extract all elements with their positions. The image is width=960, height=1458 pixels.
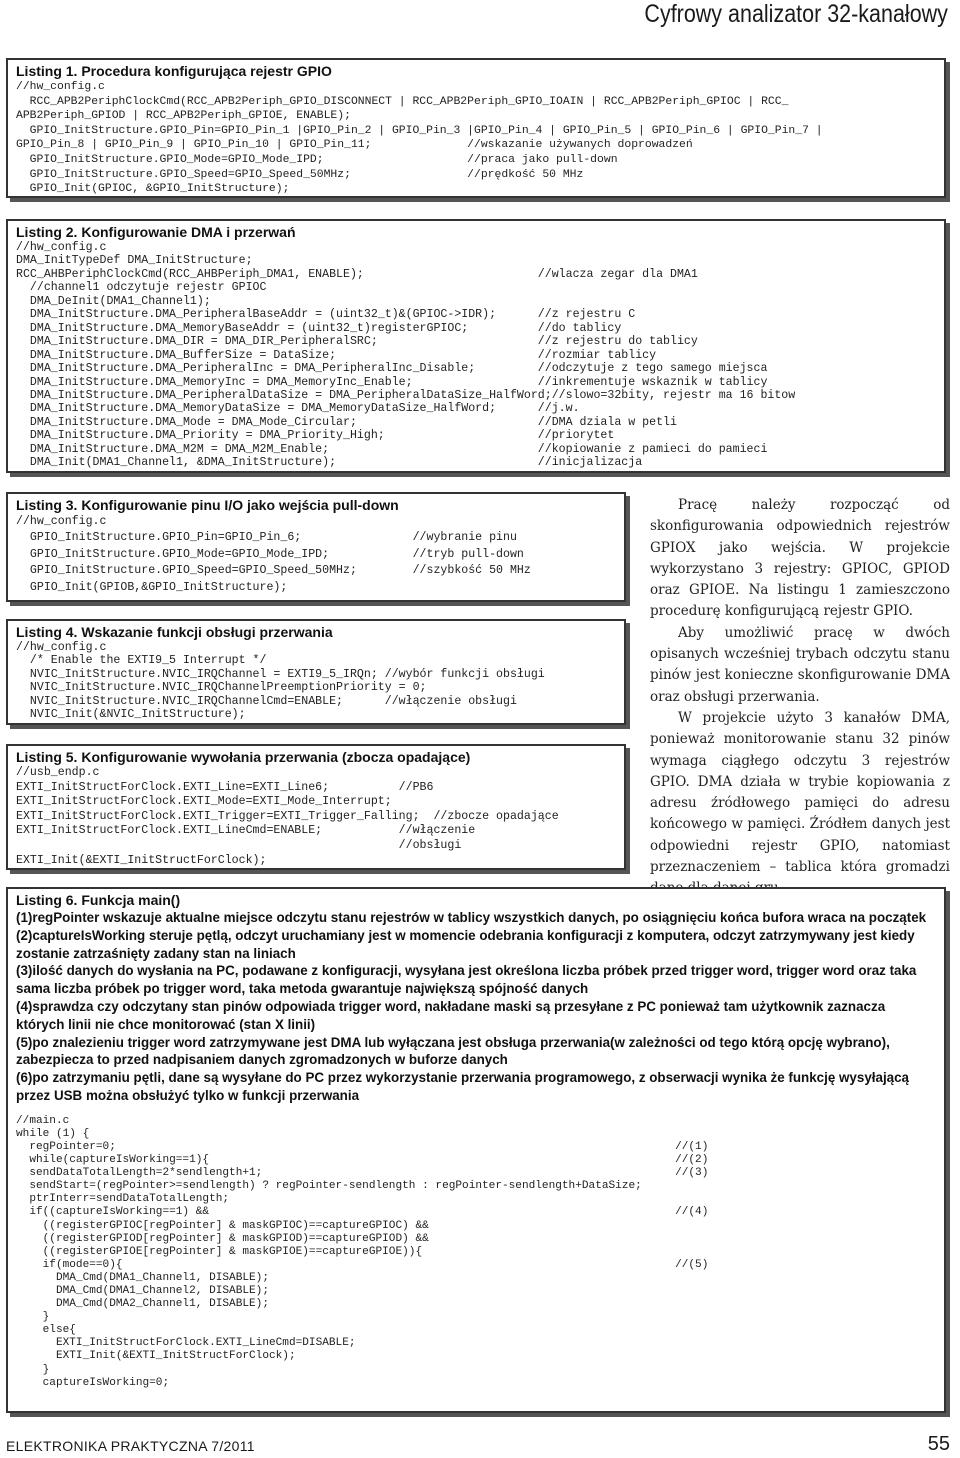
listing-3-title: Listing 3. Konfigurowanie pinu I/O jako wejścia pull-down: [16, 497, 399, 513]
article-paragraph-1: Pracę należy rozpocząć od skonfigurowania odpowiednich rejestrów GPIOX jako wejścia. W projekcie wykorzystano 3 rejestry: GPIOC, GPIOD oraz GPIOE. Na listingu 1 zamieszczono procedurę konfigurującą rejestr GPIO.: [650, 497, 950, 620]
article-paragraph-3: W projekcie użyto 3 kanałów DMA, ponieważ monitorowanie stanu 32 pinów wymaga ciągłego odczytu 3 rejestrów GPIO. DMA działa w trybie kopiowania z adresu źródłowego pamięci do adresu końcowego w pamięci. Źródłem danych jest odpowiedni rejestr GPIO, natomiast przeznaczeniem – tablica która gromadzi: [650, 709, 950, 876]
listing-2-box: [6, 219, 946, 473]
listing-5-code: //usb_endp.c EXTI_InitStructForClock.EXTI_Line=EXTI_Line6; //PB6 EXTI_InitStructForClock.EXTI_Mode=EXTI_Mode_Interrupt; EXTI_InitStructForClock.EXTI_Trigger=EXTI_Trigger_Falling; //zbocze opadające EXTI_InitStructForClock.EXTI_LineCmd=ENABLE; //włączenie //obsługi EXTI_Init(&EXTI_InitStructForClock);: [16, 766, 559, 867]
description-item-3: (3)ilość danych do wysłania na PC, podawane z konfiguracji, wysyłana jest określona liczba próbek przed trigger word, trigger word oraz taka sama liczba próbek po trigger word, taka metoda gwarantuje największą spójność danych: [16, 963, 917, 997]
description-item-2: (2)captureIsWorking steruje pętlą, odczyt uruchamiany jest w momencie odebrania konfiguracji z komputera, odczyt zatrzymywany jest kiedy zostanie zatrzaśnięty zadany stan na liniach: [16, 927, 915, 961]
footer-magazine: ELEKTRONIKA PRAKTYCZNA 7/2011: [6, 1438, 255, 1454]
listing-4-box: [6, 619, 626, 725]
listing-2-title: Listing 2. Konfigurowanie DMA i przerwań: [16, 224, 296, 240]
listing-2-code: //hw_config.c DMA_InitTypeDef DMA_InitStructure; RCC_AHBPeriphClockCmd(RCC_AHBPeriph_DMA1, ENABLE); //wlacza zegar dla DMA1 //channel1 odczytuje rejestr GPIOC DMA_DeInit(DMA1_Channel1); DMA_InitStructure.DMA_PeripheralBaseAddr = (uint32_t)&(GPIOC->IDR); //z rejestru C DMA_InitStructure.DMA_MemoryBaseAddr = (uint32_t)registerGPIOC; //do tablicy DMA_InitStructure.DMA_DIR = DMA_DIR_PeripheralSRC; //z rejestru do tablicy DMA_InitStructure.DMA_BufferSize = DataSize; //rozmiar tablicy DMA_InitStructure.DMA_PeripheralInc = DMA_PeripheralInc_Disable; //odczytuje z tego samego miejsca DMA_InitStructure.DMA_MemoryInc = DMA_MemoryInc_Enable; //inkrementuje wskaznik w tablicy DMA_InitStructure.DMA_PeripheralDataSize = DMA_PeripheralDataSize_HalfWord;//slowo=32bity, rejestr ma 16 bitow DMA_InitStructure.DMA_MemoryDataSize = DMA_MemoryDataSize_HalfWord; //j.w. DMA_InitStructure.DMA_Mode = DMA_Mode_Circular; //DMA dziala w petli DMA_InitStructure.DMA_Priority = DMA_Priority_High; //priorytet DMA_InitStructure.DMA_M2M = DMA_M2M_Enable; //kopiowanie z pamieci do pamieci DMA_Init(DMA1_Channel1, &DMA_InitStructure); //inicjalizacja: [16, 241, 796, 470]
listing-3-box: [6, 492, 626, 602]
description-item-6: (6)po zatrzymaniu pętli, dane są wysyłane do PC przez wykorzystanie przerwania programowego, z obserwacji wynika że funkcję wysyłającą przez USB można obsłużyć tylko w funkcji przerwania: [16, 1070, 910, 1103]
description-item-1: (1)regPointer wskazuje aktualne miejsce odczytu stanu rejestrów w tablicy wszystkich danych, po osiągnięciu końca bufora wraca na początek: [16, 910, 927, 925]
listing-1-title: Listing 1. Procedura konfigurująca rejestr GPIO: [16, 63, 332, 79]
listing-5-title: Listing 5. Konfigurowanie wywołania przerwania (zbocza opadające): [16, 749, 471, 765]
listing-4-code: //hw_config.c /* Enable the EXTI9_5 Interrupt */ NVIC_InitStructure.NVIC_IRQChannel = EXTI9_5_IRQn; //wybór funkcji obsługi NVIC_InitStructure.NVIC_IRQChannelPreemptionPriority = 0; NVIC_InitStructure.NVIC_IRQChannelCmd=ENABLE; //włączenie obsługi NVIC_Init(&NVIC_InitStructure);: [16, 641, 545, 722]
footer-page-number: 55: [927, 1433, 950, 1455]
article-text: [650, 495, 950, 900]
description-item-5: (5)po znalezieniu trigger word zatrzymywane jest DMA lub wyłączana jest obsługa przerwania(w zależności od tego którą opcję wybrano), zabezpiecza to przed nadpisaniem danych zgromadzonych w buforze danych: [16, 1034, 890, 1068]
listing-1-box: [6, 58, 946, 198]
listing-1-code: //hw_config.c RCC_APB2PeriphClockCmd(RCC_APB2Periph_GPIO_DISCONNECT | RCC_APB2Periph_GPIO_IOAIN | RCC_APB2Periph_GPIOC | RCC_ APB2Periph_GPIOD | RCC_APB2Periph_GPIOE, ENABLE); GPIO_InitStructure.GPIO_Pin=GPIO_Pin_1 |GPIO_Pin_2 | GPIO_Pin_3 |GPIO_Pin_4 | GPIO_Pin_5 | GPIO_Pin_6 | GPIO_Pin_7 | GPIO_Pin_8 | GPIO_Pin_9 | GPIO_Pin_10 | GPIO_Pin_11; //wskazanie używanych doprowadzeń GPIO_InitStructure.GPIO_Mode=GPIO_Mode_IPD; //praca jako pull-down GPIO_InitStructure.GPIO_Speed=GPIO_Speed_50MHz; //prędkość 50 MHz GPIO_Init(GPIOC, &GPIO_InitStructure);: [16, 81, 823, 196]
listing-3-code: //hw_config.c GPIO_InitStructure.GPIO_Pin=GPIO_Pin_6; //wybranie pinu GPIO_InitStructure.GPIO_Mode=GPIO_Mode_IPD; //tryb pull-down GPIO_InitStructure.GPIO_Speed=GPIO_Speed_50MHz; //szybkość 50 MHz GPIO_Init(GPIOB,&GPIO_InitStructure);: [16, 515, 531, 594]
page-header-title: Cyfrowy analizator 32-kanałowy: [644, 0, 948, 28]
article-paragraph-2: Aby umożliwić pracę w dwóch opisanych wcześniej trybach odczytu stanu pinów jest konieczne skonfigurowanie DMA oraz obsługi przerwania.: [650, 624, 950, 705]
listing-6-title: Listing 6. Funkcja main(): [16, 892, 181, 908]
listing-5-box: [6, 744, 626, 870]
listing-4-title: Listing 4. Wskazanie funkcji obsługi przerwania: [16, 624, 333, 640]
listing-6-description: [16, 909, 936, 1105]
listing-6-box: [6, 887, 946, 1413]
description-item-4: (4)sprawdza czy odczytany stan pinów odpowiada trigger word, nakładane maski są przesyłane z PC ponieważ tam użytkownik zaznacza których linii nie chce monitorować (stan X linii): [16, 998, 886, 1032]
listing-6-code: //main.c while (1) { regPointer=0; //(1) while(captureIsWorking==1){ //(2) sendDataTotalLength=2*sendlength+1; //(3) sendStart=(regPointer>=sendlength) ? regPointer-sendlength : regPointer-sendlength+DataSize; ptrInterr=sendDataTotalLength; if((captureIsWorking==1) && //(4) ((registerGPIOC[regPointer] & maskGPIOC)==captureGPIOC) && ((registerGPIOD[regPointer] & maskGPIOD)==captureGPIOD) && ((registerGPIOE[regPointer] & maskGPIOE)==captureGPIOE)){ if(mode==0){ //(5) DMA_Cmd(DMA1_Channel1, DISABLE); DMA_Cmd(DMA1_Channel2, DISABLE); DMA_Cmd(DMA2_Channel1, DISABLE); } else{ EXTI_InitStructForClock.EXTI_LineCmd=DISABLE; EXTI_Init(&EXTI_InitStructForClock); } captureIsWorking=0;: [16, 1114, 709, 1389]
